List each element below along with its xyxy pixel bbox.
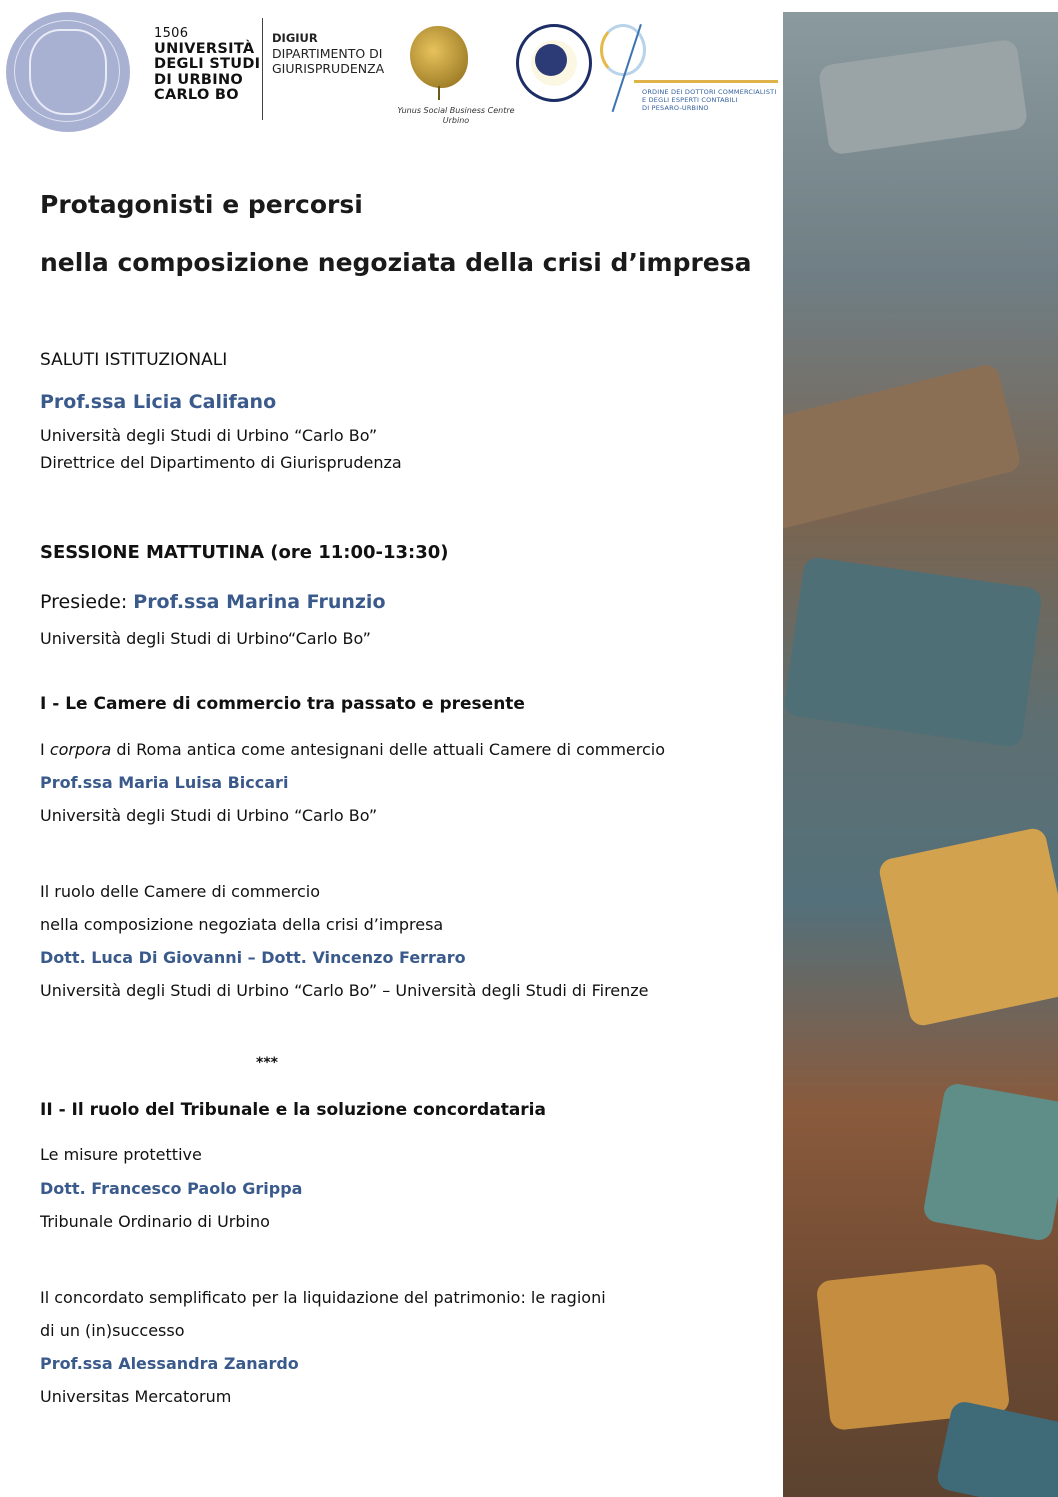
university-name-line: DEGLI STUDI — [154, 56, 261, 72]
part1-talk2-title-line-2: nella composizione negoziata della crisi d’impresa — [40, 915, 444, 934]
yunus-caption-line: Yunus Social Business Centre — [397, 106, 515, 115]
part2-talk2-affiliation: Universitas Mercatorum — [40, 1387, 232, 1406]
part1-talk1-title — [40, 740, 665, 759]
saluti-speaker: Prof.ssa Licia Califano — [40, 391, 277, 413]
saluti-heading: SALUTI ISTITUZIONALI — [40, 350, 228, 370]
talk1-title-pre: I — [40, 740, 50, 759]
chair-name: Prof.ssa Marina Frunzio — [133, 591, 386, 613]
university-year: 1506 — [154, 26, 189, 41]
puzzle-piece-shape — [783, 556, 1043, 748]
department-name-line: DIPARTIMENTO DI — [272, 46, 383, 61]
part2-talk1-title: Le misure protettive — [40, 1145, 202, 1164]
saluti-role: Direttrice del Dipartimento di Giurisprudenza — [40, 453, 402, 472]
university-seal-logo — [6, 12, 130, 132]
seal-ring — [14, 20, 120, 122]
department-code: DIGIUR — [272, 31, 318, 45]
talk1-title-italic: corpora — [49, 740, 112, 759]
university-name-line: DI URBINO — [154, 71, 244, 88]
chair-affiliation: Università degli Studi di Urbino“Carlo Bo” — [40, 629, 371, 648]
part1-talk1-speaker: Prof.ssa Maria Luisa Biccari — [40, 773, 289, 792]
odc-logo-bar — [634, 80, 778, 83]
page-title-line-2: nella composizione negoziata della crisi d’impresa — [40, 248, 752, 277]
part2-talk1-speaker: Dott. Francesco Paolo Grippa — [40, 1179, 303, 1198]
part2-talk2-speaker: Prof.ssa Alessandra Zanardo — [40, 1354, 299, 1373]
header-divider — [262, 18, 263, 120]
puzzle-piece-shape — [783, 362, 1022, 532]
department-name-line: GIURISPRUDENZA — [272, 61, 385, 76]
part1-heading: I - Le Camere di commercio tra passato e presente — [40, 694, 525, 714]
yunus-logo-caption — [396, 106, 516, 126]
puzzle-piece-shape — [818, 39, 1029, 156]
part2-talk2-title-line-2: di un (in)successo — [40, 1321, 185, 1340]
puzzle-piece-shape — [877, 826, 1058, 1028]
university-name-line: CARLO BO — [154, 87, 239, 103]
talk1-title-post: di Roma antica come antesignani delle attuali Camere di commercio — [111, 740, 666, 759]
odc-text-line: ORDINE DEI DOTTORI COMMERCIALISTI — [642, 88, 777, 96]
puzzle-piece-shape — [922, 1082, 1058, 1242]
part1-talk2-title-line-1: Il ruolo delle Camere di commercio — [40, 882, 321, 901]
university-name-line: UNIVERSITÀ — [154, 40, 255, 57]
part1-talk1-affiliation: Università degli Studi di Urbino “Carlo Bo” — [40, 806, 378, 825]
part1-talk2-affiliation: Università degli Studi di Urbino “Carlo Bo” – Università degli Studi di Firenze — [40, 981, 649, 1000]
saluti-affiliation: Università degli Studi di Urbino “Carlo Bo” — [40, 426, 378, 445]
part2-talk1-affiliation: Tribunale Ordinario di Urbino — [40, 1212, 270, 1231]
department-logo-text — [272, 31, 384, 76]
odc-text-line: E DEGLI ESPERTI CONTABILI — [642, 96, 738, 104]
puzzle-photo-image — [783, 12, 1058, 1497]
odc-logo-text — [642, 88, 776, 112]
rose-logo-icon — [410, 26, 468, 88]
chair-line — [40, 591, 386, 613]
yunus-caption-line: Urbino — [442, 116, 470, 125]
part2-talk2-title-line-1: Il concordato semplificato per la liquidazione del patrimonio: le ragioni — [40, 1288, 606, 1307]
part2-heading: II - Il ruolo del Tribunale e la soluzione concordataria — [40, 1100, 546, 1120]
page-title-line-1: Protagonisti e percorsi — [40, 190, 363, 219]
rose-stem — [438, 86, 440, 100]
part1-talk2-speakers: Dott. Luca Di Giovanni – Dott. Vincenzo Ferraro — [40, 948, 466, 967]
puzzle-piece-shape — [935, 1399, 1058, 1497]
university-logo-text — [154, 26, 260, 104]
section-separator: *** — [256, 1055, 278, 1071]
scales-of-justice-icon — [535, 44, 567, 76]
session-heading: SESSIONE MATTUTINA (ore 11:00-13:30) — [40, 542, 449, 563]
odc-text-line: DI PESARO-URBINO — [642, 104, 709, 112]
chair-label: Presiede: — [40, 591, 134, 613]
